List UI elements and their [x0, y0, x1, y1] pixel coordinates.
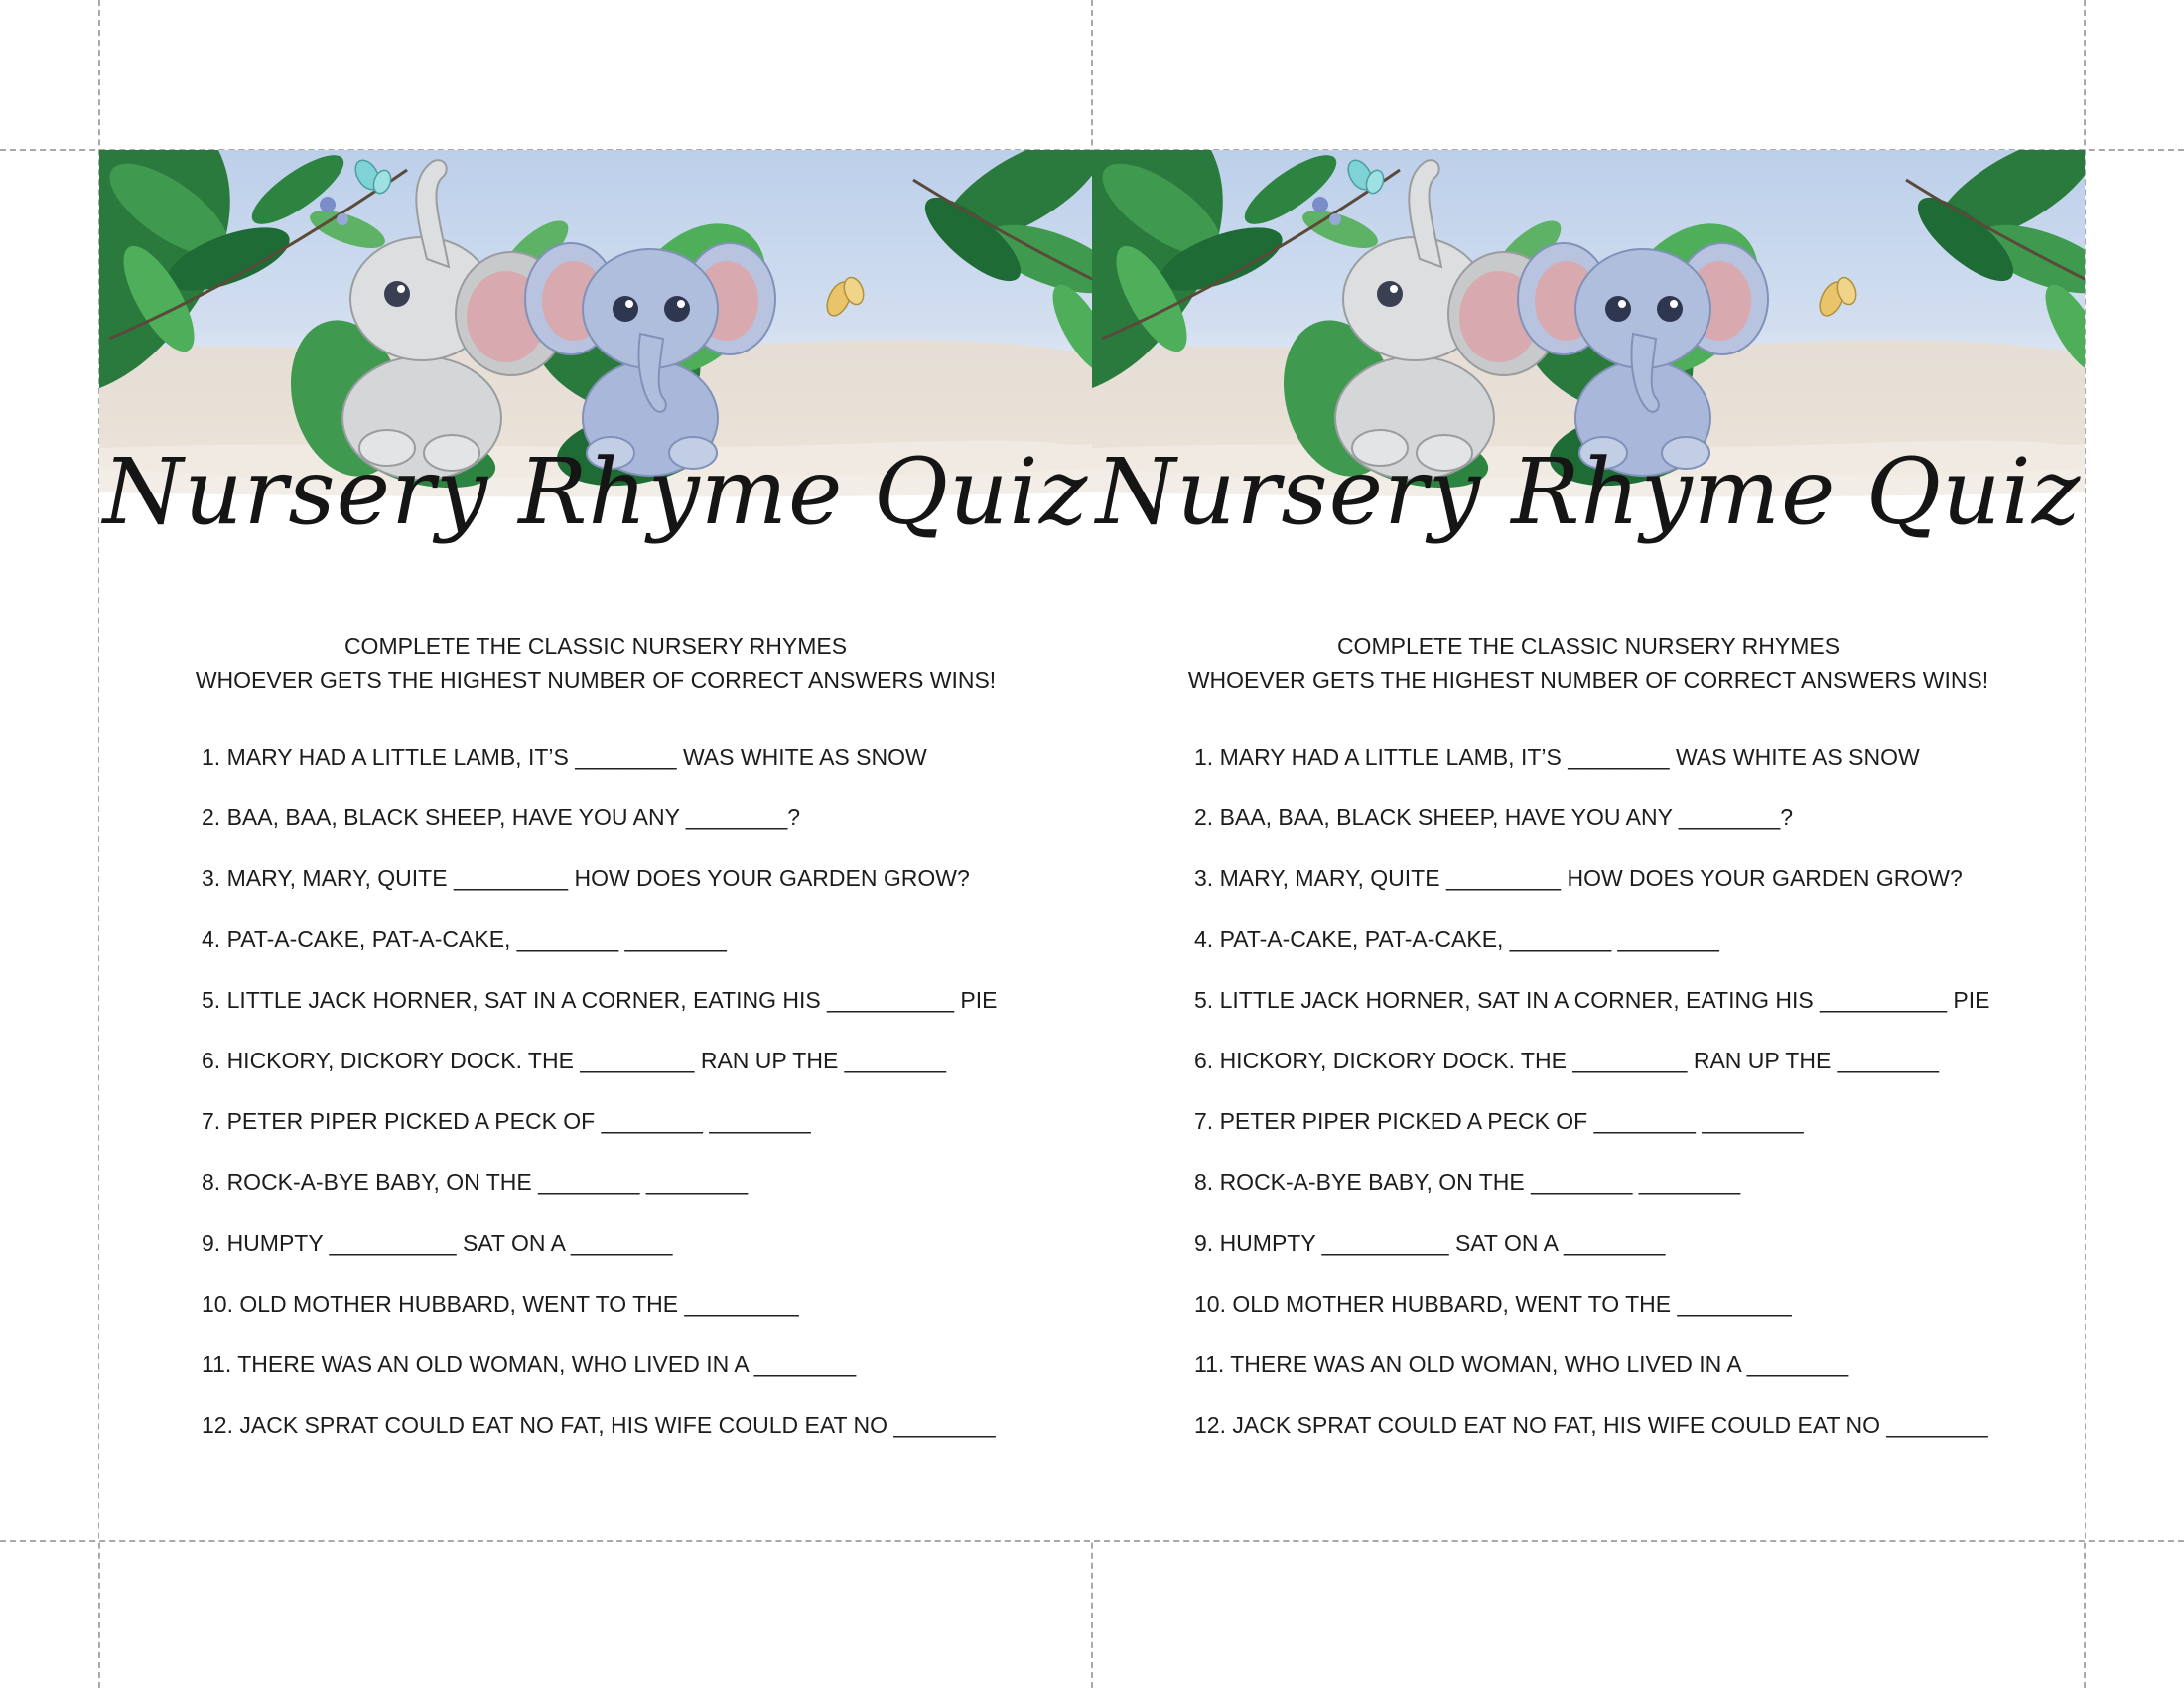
question-item: 12. JACK SPRAT COULD EAT NO FAT, HIS WIFE COULD EAT NO ________ [202, 1412, 996, 1439]
question-item: 2. BAA, BAA, BLACK SHEEP, HAVE YOU ANY ________? [202, 804, 801, 831]
question-item: 2. BAA, BAA, BLACK SHEEP, HAVE YOU ANY ________? [1194, 804, 1794, 831]
quiz-card-left [99, 150, 1092, 1540]
quiz-instructions [99, 630, 1092, 697]
question-item: 5. LITTLE JACK HORNER, SAT IN A CORNER, EATING HIS __________ PIE [202, 986, 998, 1013]
quiz-title: Nursery Rhyme Quiz [102, 439, 1089, 545]
question-item: 11. THERE WAS AN OLD WOMAN, WHO LIVED IN A ________ [202, 1350, 857, 1377]
question-item: 4. PAT-A-CAKE, PAT-A-CAKE, ________ ________ [202, 925, 727, 952]
instruction-line: WHOEVER GETS THE HIGHEST NUMBER OF CORRECT ANSWERS WINS! [195, 667, 997, 693]
question-item: 7. PETER PIPER PICKED A PECK OF ________ ________ [202, 1108, 811, 1135]
question-item: 8. ROCK-A-BYE BABY, ON THE ________ ________ [1194, 1169, 1741, 1196]
quiz-instructions [1092, 630, 2085, 697]
question-list [202, 740, 997, 1469]
question-item: 6. HICKORY, DICKORY DOCK. THE _________ RAN UP THE ________ [202, 1047, 947, 1073]
question-item: 3. MARY, MARY, QUITE _________ HOW DOES YOUR GARDEN GROW? [202, 865, 970, 892]
quiz-card-right [1092, 150, 2085, 1540]
question-item: 8. ROCK-A-BYE BABY, ON THE ________ ________ [202, 1169, 749, 1196]
question-item: 5. LITTLE JACK HORNER, SAT IN A CORNER, EATING HIS __________ PIE [1194, 986, 1990, 1013]
question-item: 10. OLD MOTHER HUBBARD, WENT TO THE _________ [1194, 1290, 1792, 1317]
quiz-title: Nursery Rhyme Quiz [1095, 439, 2082, 545]
question-item: 4. PAT-A-CAKE, PAT-A-CAKE, ________ ________ [1194, 925, 1719, 952]
question-item: 3. MARY, MARY, QUITE _________ HOW DOES YOUR GARDEN GROW? [1194, 865, 1963, 892]
instruction-line: WHOEVER GETS THE HIGHEST NUMBER OF CORRECT ANSWERS WINS! [1187, 667, 1989, 693]
question-item: 9. HUMPTY __________ SAT ON A ________ [202, 1229, 673, 1256]
question-item: 6. HICKORY, DICKORY DOCK. THE _________ RAN UP THE ________ [1194, 1047, 1940, 1073]
question-item: 9. HUMPTY __________ SAT ON A ________ [1194, 1229, 1666, 1256]
question-item: 11. THERE WAS AN OLD WOMAN, WHO LIVED IN A ________ [1194, 1350, 1849, 1377]
question-item: 10. OLD MOTHER HUBBARD, WENT TO THE _________ [202, 1290, 799, 1317]
question-list [1194, 740, 1989, 1469]
question-item: 7. PETER PIPER PICKED A PECK OF ________ ________ [1194, 1108, 1804, 1135]
question-item: 1. MARY HAD A LITTLE LAMB, IT’S ________ WAS WHITE AS SNOW [1194, 744, 1920, 770]
question-item: 1. MARY HAD A LITTLE LAMB, IT’S ________ WAS WHITE AS SNOW [202, 744, 927, 770]
instruction-line: COMPLETE THE CLASSIC NURSERY RHYMES [1336, 633, 1841, 659]
question-item: 12. JACK SPRAT COULD EAT NO FAT, HIS WIFE COULD EAT NO ________ [1194, 1412, 1988, 1439]
instruction-line: COMPLETE THE CLASSIC NURSERY RHYMES [343, 633, 848, 659]
